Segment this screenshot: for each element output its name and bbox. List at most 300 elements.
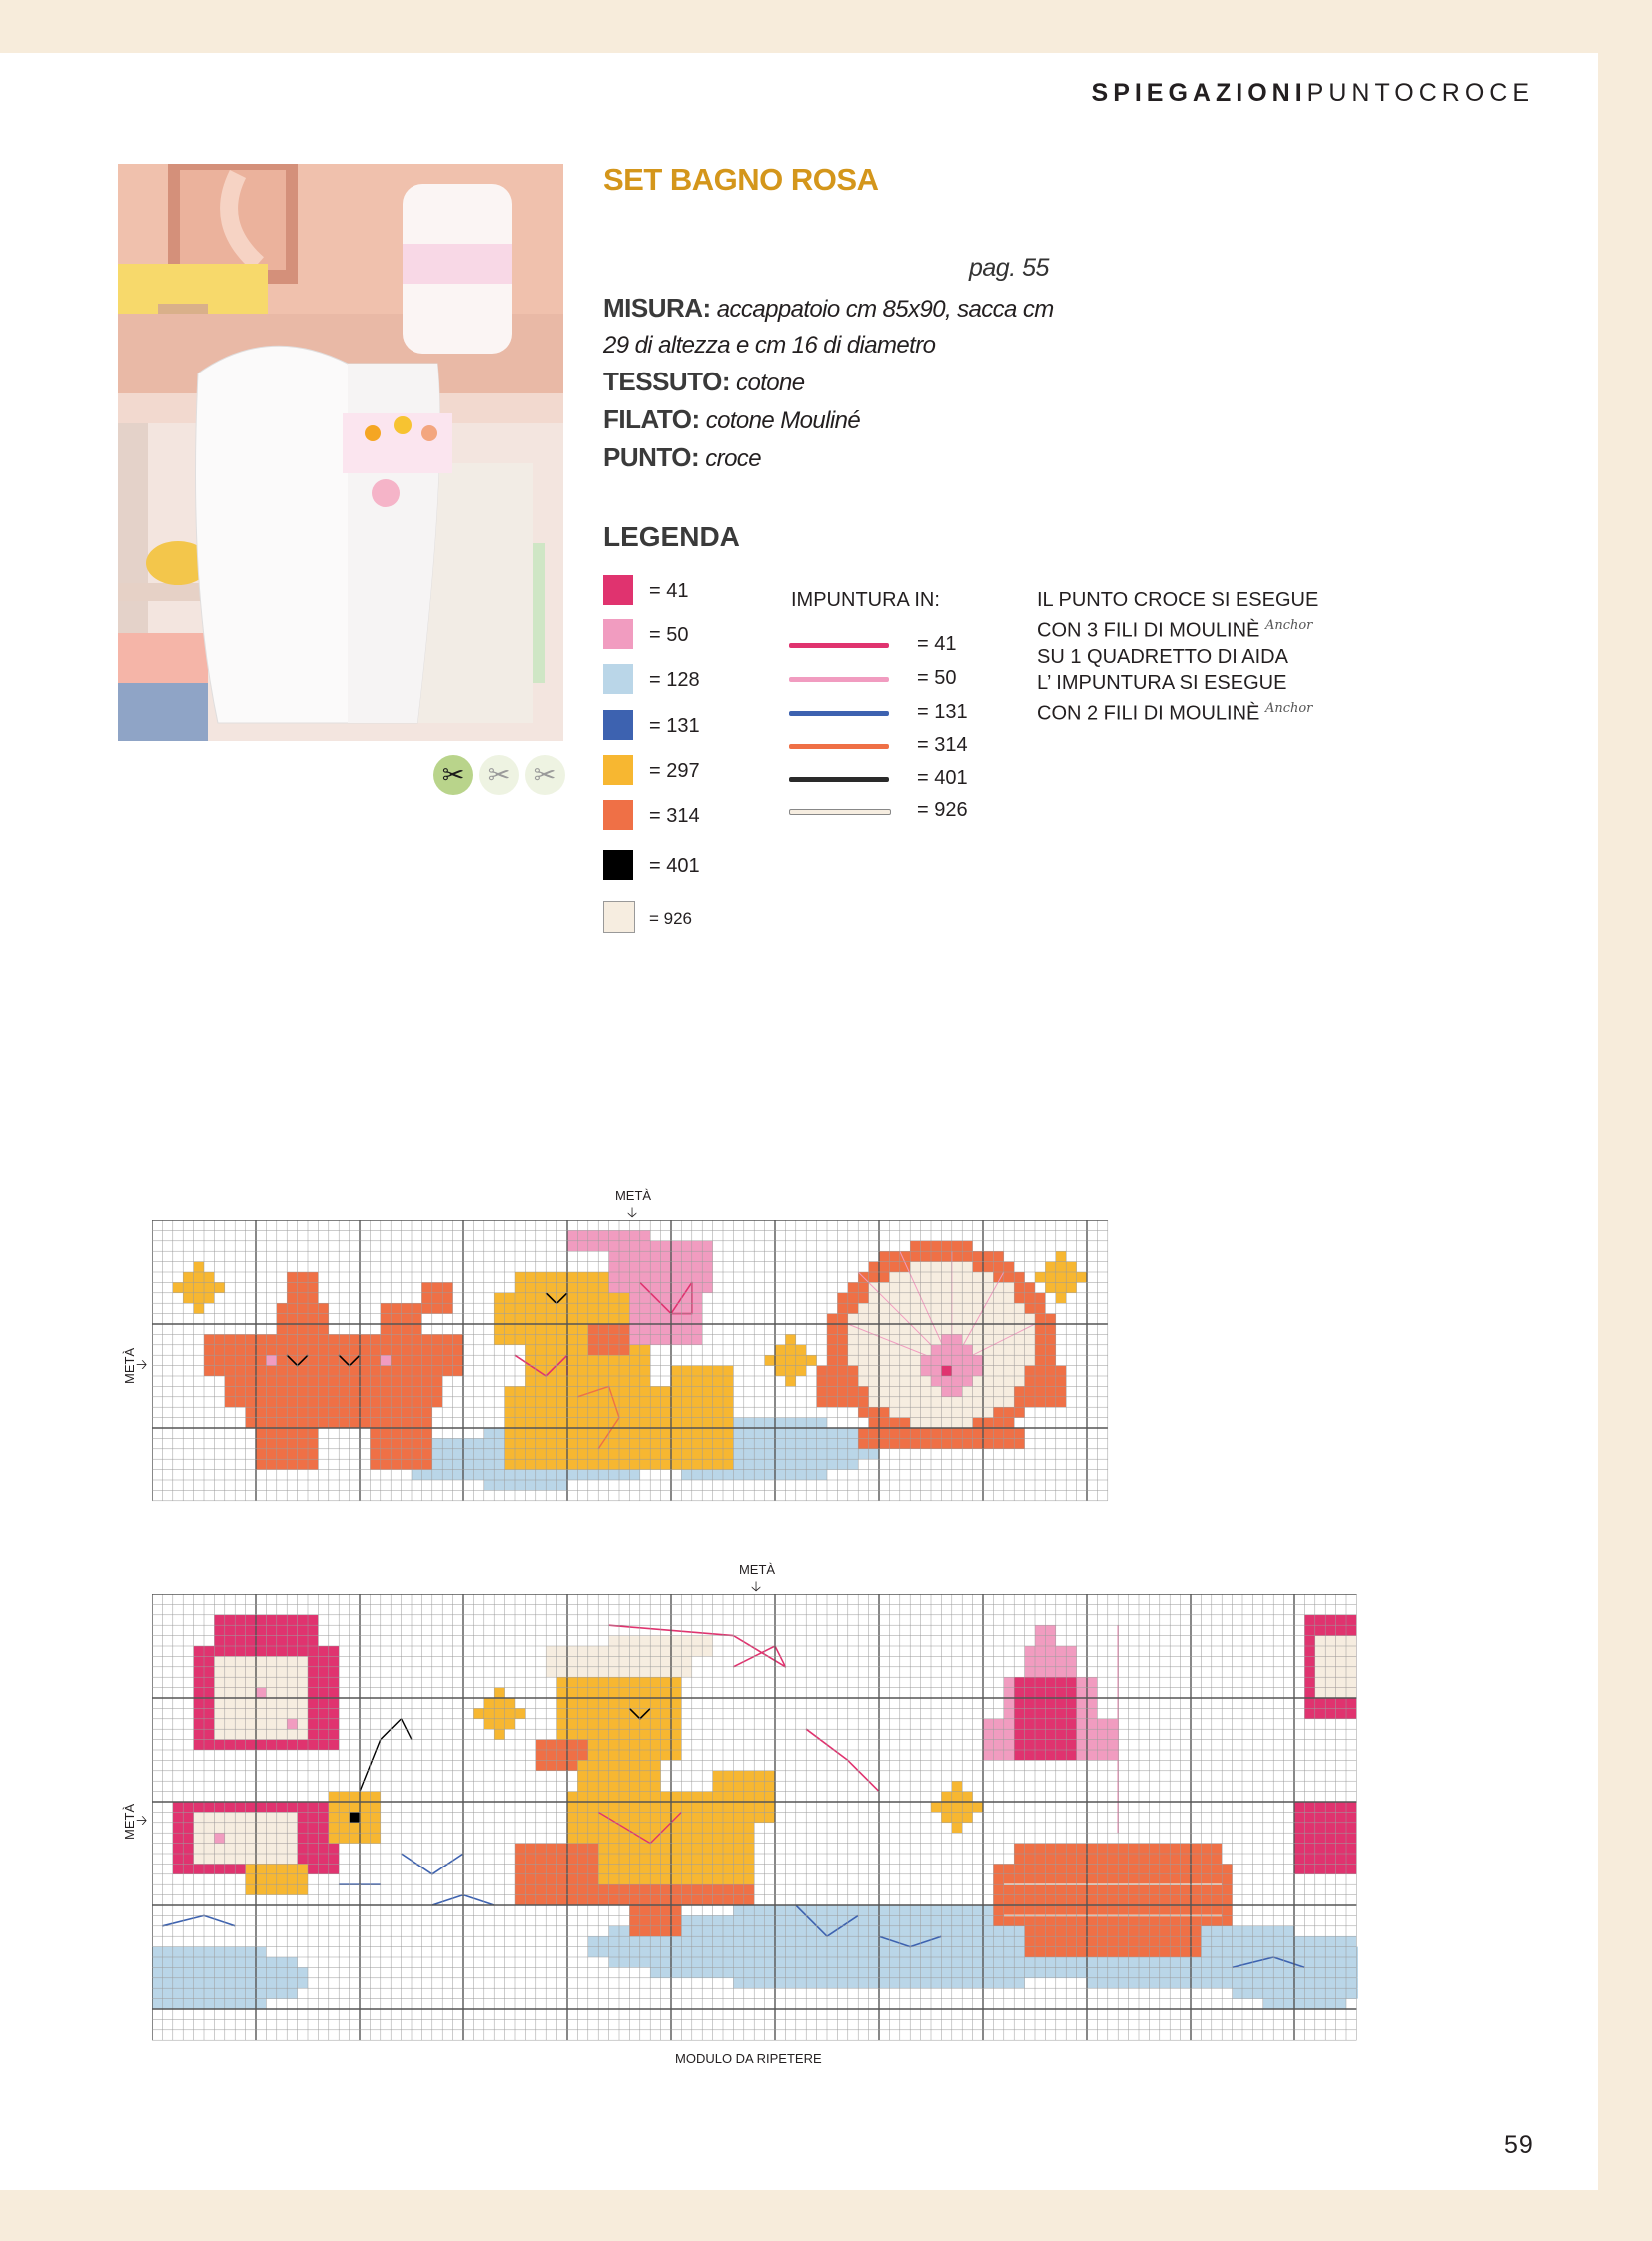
stitch-cell (983, 1967, 993, 1977)
stitch-cell (910, 1438, 920, 1448)
stitch-cell (256, 1667, 266, 1677)
stitch-cell (941, 1905, 951, 1915)
stitch-cell (567, 1397, 577, 1407)
stitch-cell (442, 1470, 452, 1480)
stitch-cell (1045, 1646, 1055, 1656)
stitch-cell (339, 1345, 349, 1355)
stitch-cell (952, 1978, 962, 1988)
stitch-cell (1222, 1957, 1232, 1967)
stitch-cell (194, 1688, 204, 1698)
stitch-cell (931, 1407, 941, 1417)
stitch-cell (183, 1272, 193, 1282)
stitch-cell (318, 1397, 328, 1407)
stitch-cell (287, 1615, 297, 1625)
stitch-cell (837, 1303, 847, 1313)
stitch-cell (661, 1967, 671, 1977)
stitch-cell (671, 1792, 681, 1802)
stitch-cell (775, 1915, 785, 1925)
stitch-cell (702, 1864, 712, 1873)
stitch-cell (266, 1376, 276, 1386)
stitch-cell (619, 1355, 629, 1365)
stitch-cell (941, 1915, 951, 1925)
stitch-cell (827, 1314, 837, 1324)
stitch-cell (650, 1418, 660, 1428)
stitch-cell (515, 1334, 525, 1344)
stitch-cell (557, 1303, 567, 1313)
stitch-cell (1212, 1926, 1222, 1936)
stitch-cell (277, 1698, 287, 1708)
stitch-cell (671, 1895, 681, 1905)
stitch-cell (432, 1386, 442, 1396)
stitch-cell (588, 1272, 598, 1282)
stitch-cell (650, 1698, 660, 1708)
stitch-cell (858, 1926, 868, 1936)
stitch-cell (619, 1230, 629, 1240)
stitch-cell (754, 1771, 764, 1781)
cross-stitch-chart-bottom (152, 1594, 1358, 2041)
stitch-cell (525, 1303, 535, 1313)
stitch-cell (702, 1262, 712, 1272)
stitch-cell (848, 1293, 858, 1303)
stitch-cell (546, 1864, 556, 1873)
stitch-cell (598, 1844, 608, 1854)
anchor-brand-logo: Anchor (1264, 618, 1313, 633)
stitch-cell (1336, 1698, 1346, 1708)
stitch-cell (381, 1386, 391, 1396)
stitch-cell (1315, 1854, 1325, 1864)
stitch-cell (952, 1915, 962, 1925)
stitch-cell (1201, 1926, 1211, 1936)
stitch-cell (577, 1282, 587, 1292)
stitch-cell (661, 1314, 671, 1324)
stitch-cell (298, 1625, 308, 1635)
stitch-cell (962, 1438, 972, 1448)
stitch-cell (287, 1449, 297, 1459)
stitch-cell (421, 1407, 431, 1417)
stitch-cell (1077, 1844, 1087, 1854)
stitch-cell (266, 1656, 276, 1666)
stitch-cell (671, 1241, 681, 1251)
stitch-cell (681, 1272, 691, 1282)
stitch-cell (1325, 1615, 1335, 1625)
stitch-cell (194, 1303, 204, 1313)
stitch-cell (1336, 1688, 1346, 1698)
stitch-cell (557, 1864, 567, 1873)
stitch-cell (629, 1802, 639, 1812)
stitch-cell (1035, 1625, 1045, 1635)
stitch-cell (421, 1376, 431, 1386)
stitch-cell (910, 1314, 920, 1324)
stitch-cell (609, 1874, 619, 1884)
stitch-cell (183, 1812, 193, 1822)
center-marker-label: METÀ (614, 1188, 652, 1203)
stitch-cell (629, 1438, 639, 1448)
stitch-cell (204, 1646, 214, 1656)
stitch-cell (1252, 1967, 1262, 1977)
difficulty-scissors-icon: ✂ (433, 755, 473, 795)
stitch-cell (1035, 1688, 1045, 1698)
stitch-cell (827, 1428, 837, 1438)
stitch-cell (869, 1978, 879, 1988)
stitch-cell (557, 1418, 567, 1428)
stitch-cell (246, 1947, 256, 1957)
stitch-cell (536, 1418, 546, 1428)
stitch-cell (619, 1334, 629, 1344)
stitch-cell (525, 1324, 535, 1334)
stitch-cell (1315, 1646, 1325, 1656)
stitch-cell (588, 1459, 598, 1469)
stitch-cell (1014, 1282, 1024, 1292)
stitch-cell (765, 1438, 775, 1448)
stitch-cell (650, 1874, 660, 1884)
stitch-cell (266, 1418, 276, 1428)
stitch-cell (785, 1967, 795, 1977)
stitch-cell (194, 1978, 204, 1988)
stitch-cell (567, 1874, 577, 1884)
specs (603, 290, 1073, 477)
stitch-cell (1025, 1667, 1035, 1677)
stitch-cell (921, 1428, 931, 1438)
stitch-cell (671, 1262, 681, 1272)
stitch-cell (609, 1957, 619, 1967)
stitch-cell (256, 1708, 266, 1718)
stitch-cell (225, 1646, 235, 1656)
stitch-cell (515, 1314, 525, 1324)
stitch-cell (515, 1324, 525, 1334)
stitch-cell (1035, 1272, 1045, 1282)
stitch-cell (588, 1656, 598, 1666)
stitch-cell (952, 1936, 962, 1946)
stitch-cell (889, 1314, 899, 1324)
stitch-cell (1045, 1667, 1055, 1677)
stitch-cell (463, 1449, 473, 1459)
stitch-cell (214, 1345, 224, 1355)
stitch-cell (525, 1293, 535, 1303)
stitch-cell (194, 1823, 204, 1833)
stitch-cell (1252, 1988, 1262, 1998)
center-marker-label: METÀ (738, 1562, 776, 1577)
stitch-cell (277, 1708, 287, 1718)
stitch-cell (1066, 1688, 1076, 1698)
stitch-cell (681, 1833, 691, 1843)
stitch-cell (287, 1438, 297, 1448)
stitch-cell (1014, 1967, 1024, 1977)
stitch-cell (183, 1844, 193, 1854)
stitch-cell (505, 1324, 515, 1334)
stitch-cell (421, 1355, 431, 1365)
stitch-cell (494, 1708, 504, 1718)
backstitch-item: = 41 (789, 632, 1009, 660)
stitch-cell (733, 1823, 743, 1833)
stitch-cell (619, 1792, 629, 1802)
stitch-cell (588, 1781, 598, 1791)
stitch-cell (598, 1366, 608, 1376)
stitch-cell (266, 1625, 276, 1635)
stitch-cell (1045, 1895, 1055, 1905)
stitch-cell (391, 1386, 401, 1396)
stitch-cell (900, 1293, 910, 1303)
stitch-cell (1056, 1688, 1066, 1698)
stitch-cell (588, 1771, 598, 1781)
stitch-cell (671, 1729, 681, 1739)
stitch-cell (266, 1823, 276, 1833)
stitch-cell (993, 1719, 1003, 1729)
stitch-cell (298, 1698, 308, 1708)
stitch-cell (515, 1438, 525, 1448)
stitch-cell (1056, 1397, 1066, 1407)
stitch-cell (650, 1750, 660, 1760)
stitch-cell (1294, 1988, 1304, 1998)
stitch-cell (557, 1688, 567, 1698)
stitch-cell (1233, 1988, 1242, 1998)
stitch-cell (536, 1740, 546, 1750)
stitch-cell (1129, 1947, 1139, 1957)
center-marker-label: METÀ (122, 1347, 137, 1384)
stitch-cell (681, 1303, 691, 1313)
stitch-cell (204, 1719, 214, 1729)
arrow-right-icon: 🡢 (136, 1812, 148, 1828)
stitch-cell (629, 1729, 639, 1739)
stitch-cell (194, 1988, 204, 1998)
stitch-cell (827, 1967, 837, 1977)
stitch-cell (681, 1376, 691, 1386)
stitch-cell (827, 1366, 837, 1376)
stitch-cell (765, 1812, 775, 1822)
stitch-cell (952, 1802, 962, 1812)
stitch-cell (993, 1947, 1003, 1957)
stitch-cell (577, 1428, 587, 1438)
stitch-cell (1118, 1874, 1128, 1884)
stitch-cell (1004, 1345, 1014, 1355)
stitch-cell (318, 1677, 328, 1687)
stitch-cell (1139, 1967, 1149, 1977)
stitch-cell (837, 1947, 847, 1957)
stitch-cell (308, 1418, 318, 1428)
stitch-cell (692, 1428, 702, 1438)
stitch-cell (214, 1729, 224, 1739)
stitch-cell (1077, 1936, 1087, 1946)
stitch-cell (256, 1625, 266, 1635)
stitch-cell (692, 1449, 702, 1459)
stitch-cell (1294, 1999, 1304, 2009)
stitch-cell (817, 1449, 827, 1459)
stitch-cell (329, 1792, 339, 1802)
stitch-cell (308, 1397, 318, 1407)
stitch-cell (661, 1438, 671, 1448)
stitch-cell (1149, 1905, 1159, 1915)
stitch-cell (619, 1771, 629, 1781)
stitch-cell (650, 1407, 660, 1417)
stitch-cell (318, 1833, 328, 1843)
stitch-cell (1304, 1864, 1314, 1873)
stitch-cell (1118, 1854, 1128, 1864)
stitch-cell (910, 1241, 920, 1251)
stitch-cell (1035, 1293, 1045, 1303)
stitch-cell (973, 1967, 983, 1977)
stitch-cell (962, 1936, 972, 1946)
stitch-cell (879, 1366, 889, 1376)
stitch-cell (713, 1470, 723, 1480)
stitch-cell (546, 1459, 556, 1469)
stitch-cell (702, 1812, 712, 1822)
stitch-cell (827, 1386, 837, 1396)
stitch-cell (744, 1428, 754, 1438)
stitch-cell (1014, 1957, 1024, 1967)
stitch-cell (546, 1397, 556, 1407)
stitch-cell (183, 1802, 193, 1812)
stitch-cell (298, 1823, 308, 1833)
stitch-cell (973, 1428, 983, 1438)
stitch-cell (609, 1844, 619, 1854)
stitch-cell (848, 1978, 858, 1988)
stitch-cell (983, 1272, 993, 1282)
stitch-cell (412, 1449, 421, 1459)
stitch-cell (1025, 1750, 1035, 1760)
stitch-cell (931, 1947, 941, 1957)
stitch-cell (1325, 1967, 1335, 1977)
stitch-cell (1201, 1957, 1211, 1967)
stitch-cell (1066, 1750, 1076, 1760)
stitch-cell (214, 1719, 224, 1729)
stitch-cell (1025, 1708, 1035, 1718)
stitch-cell (796, 1449, 806, 1459)
stitch-cell (287, 1677, 297, 1687)
stitch-cell (536, 1272, 546, 1282)
stitch-cell (557, 1428, 567, 1438)
stitch-cell (744, 1915, 754, 1925)
stitch-cell (557, 1719, 567, 1729)
stitch-cell (681, 1967, 691, 1977)
stitch-cell (225, 1864, 235, 1873)
stitch-cell (671, 1428, 681, 1438)
stitch-cell (225, 1999, 235, 2009)
stitch-cell (525, 1418, 535, 1428)
stitch-cell (557, 1345, 567, 1355)
stitch-cell (983, 1740, 993, 1750)
stitch-cell (921, 1376, 931, 1386)
stitch-cell (484, 1438, 494, 1448)
stitch-cell (879, 1905, 889, 1915)
stitch-cell (173, 1957, 183, 1967)
stitch-cell (744, 1844, 754, 1854)
stitch-cell (931, 1251, 941, 1261)
stitch-cell (1304, 1708, 1314, 1718)
stitch-cell (256, 1999, 266, 2009)
stitch-cell (1066, 1646, 1076, 1656)
stitch-cell (681, 1241, 691, 1251)
stitch-cell (287, 1740, 297, 1750)
stitch-cell (577, 1470, 587, 1480)
stitch-cell (442, 1293, 452, 1303)
stitch-cell (1014, 1915, 1024, 1925)
stitch-cell (702, 1397, 712, 1407)
stitch-cell (256, 1376, 266, 1386)
stitch-cell (983, 1376, 993, 1386)
stitch-cell (640, 1355, 650, 1365)
stitch-cell (619, 1833, 629, 1843)
stitch-cell (1025, 1376, 1035, 1386)
stitch-cell (1014, 1303, 1024, 1313)
stitch-cell (962, 1397, 972, 1407)
product-photo (118, 164, 563, 741)
stitch-cell (869, 1366, 879, 1376)
stitch-cell (1014, 1366, 1024, 1376)
stitch-cell (567, 1667, 577, 1677)
stitch-cell (588, 1470, 598, 1480)
stitch-cell (1336, 1864, 1346, 1873)
stitch-cell (588, 1874, 598, 1884)
stitch-cell (381, 1428, 391, 1438)
stitch-cell (650, 1812, 660, 1822)
stitch-cell (629, 1854, 639, 1864)
stitch-cell (370, 1397, 380, 1407)
stitch-cell (204, 1823, 214, 1833)
stitch-cell (817, 1947, 827, 1957)
stitch-cell (671, 1376, 681, 1386)
stitch-cell (1056, 1854, 1066, 1864)
stitch-cell (806, 1947, 816, 1957)
stitch-cell (370, 1823, 380, 1833)
stitch-cell (900, 1397, 910, 1407)
stitch-cell (235, 1397, 245, 1407)
stitch-cell (796, 1428, 806, 1438)
stitch-cell (713, 1947, 723, 1957)
stitch-cell (993, 1303, 1003, 1313)
stitch-cell (889, 1397, 899, 1407)
stitch-cell (629, 1262, 639, 1272)
stitch-cell (661, 1926, 671, 1936)
stitch-cell (733, 1978, 743, 1988)
stitch-cell (1014, 1293, 1024, 1303)
stitch-cell (318, 1698, 328, 1708)
stitch-cell (266, 1449, 276, 1459)
stitch-cell (1025, 1355, 1035, 1365)
stitch-cell (1035, 1740, 1045, 1750)
stitch-cell (619, 1272, 629, 1282)
stitch-cell (588, 1740, 598, 1750)
stitch-cell (973, 1397, 983, 1407)
stitch-cell (235, 1740, 245, 1750)
stitch-cell (225, 1719, 235, 1729)
stitch-cell (204, 1740, 214, 1750)
stitch-cell (204, 1688, 214, 1698)
stitch-cell (1025, 1884, 1035, 1894)
stitch-cell (577, 1698, 587, 1708)
stitch-cell (277, 1729, 287, 1739)
stitch-cell (609, 1926, 619, 1936)
stitch-cell (256, 1988, 266, 1998)
stitch-cell (391, 1366, 401, 1376)
stitch-cell (629, 1428, 639, 1438)
stitch-cell (1263, 1999, 1273, 2009)
stitch-cell (733, 1874, 743, 1884)
stitch-cell (463, 1459, 473, 1469)
stitch-cell (744, 1854, 754, 1864)
stitch-cell (194, 1656, 204, 1666)
stitch-cell (692, 1874, 702, 1884)
stitch-cell (858, 1397, 868, 1407)
stitch-cell (1212, 1884, 1222, 1894)
stitch-cell (619, 1636, 629, 1646)
stitch-cell (287, 1802, 297, 1812)
legend-item: = 297 (603, 755, 803, 789)
stitch-cell (235, 1688, 245, 1698)
stitch-cell (588, 1936, 598, 1946)
stitch-cell (1315, 1688, 1325, 1698)
stitch-cell (910, 1355, 920, 1365)
stitch-cell (661, 1905, 671, 1915)
stitch-cell (931, 1978, 941, 1988)
